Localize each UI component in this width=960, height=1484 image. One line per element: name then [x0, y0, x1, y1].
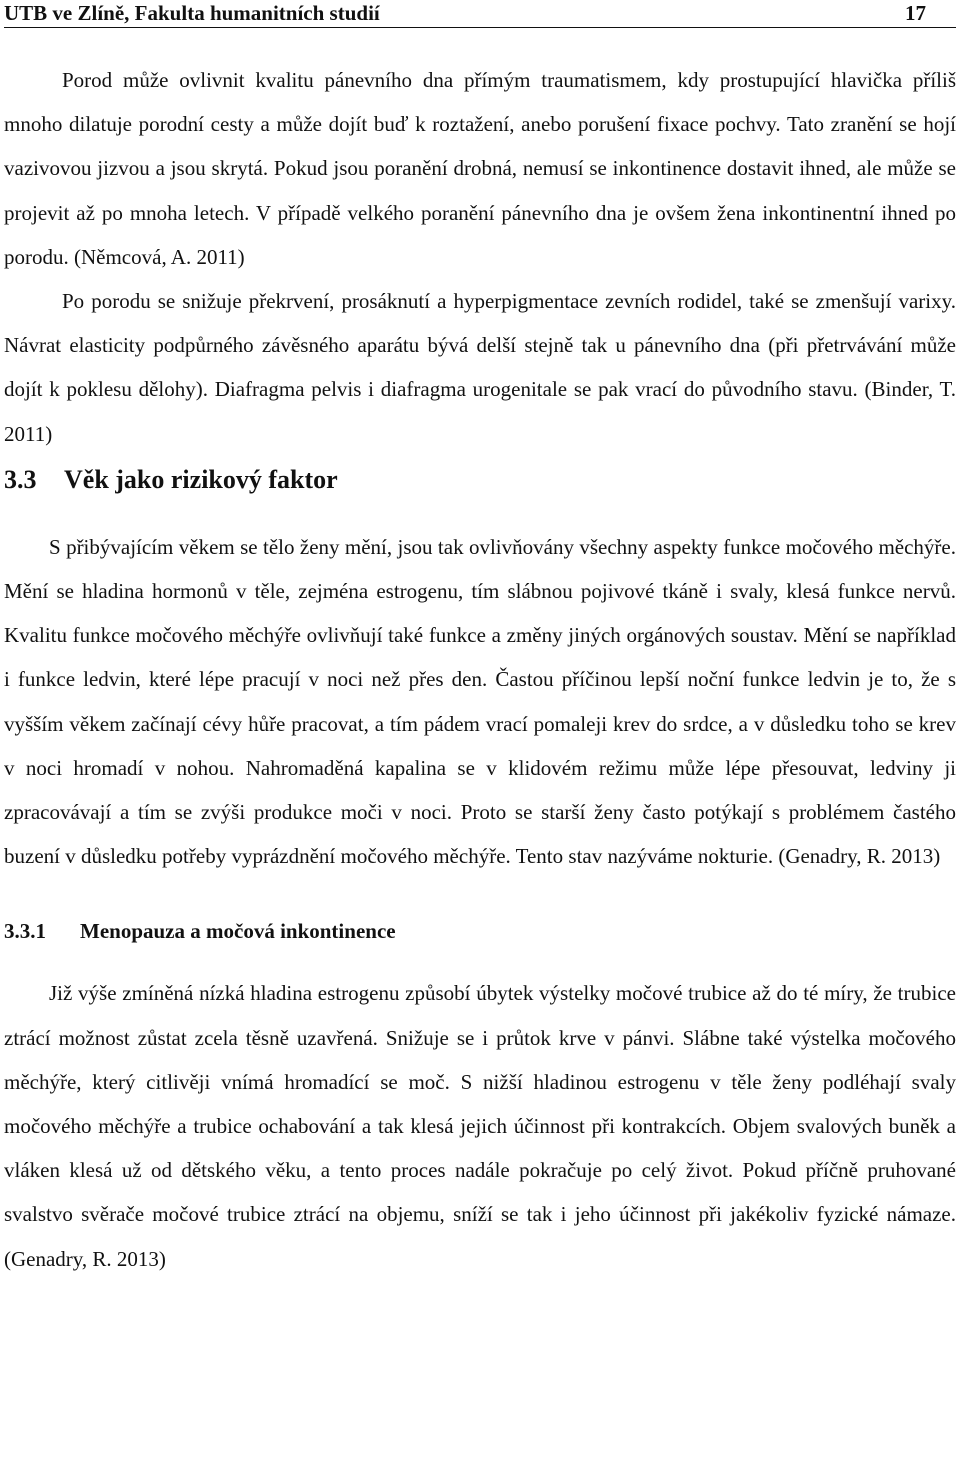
section-title: Věk jako rizikový faktor — [64, 464, 338, 494]
page-content — [4, 58, 956, 1281]
paragraph-age-risk: S přibývajícím věkem se tělo ženy mění, jsou tak ovlivňovány všechny aspekty funkce močového měchýře. Mění se hladina hormonů v těle, zejména estrogenu, tím slábnou pojivové tkáně i svaly, klesá funkce nervů. Kvalitu funkce močového měchýře ovlivňují také funkce a změny jiných orgánových soustav. Mění se například i funkce ledvin, které lépe pracují v noci než přes den. Častou příčinou lepší noční funkce ledvin je to, že s vyšším věkem začínají cévy hůře pracovat, a tím pádem vrací pomaleji krev do srdce, a v důsledku toho se krev v noci hromadí v nohou. Nahromaděná kapalina se v klidovém režimu může lépe přesouvat, ledviny ji zpracovávají a tím se zvýši produkce moči v noci. Proto se starší ženy často potýkají s problémem častého buzení v důsledku potřeby vyprázdnění močového měchýře. Tento stav nazýváme nokturie. (Genadry, R. 2013) — [4, 534, 956, 869]
subsection-number: 3.3.1 — [4, 919, 46, 944]
section-number: 3.3 — [4, 464, 37, 494]
header-title: UTB ve Zlíně, Fakulta humanitních studií — [4, 1, 380, 25]
subsection-heading — [4, 916, 956, 946]
paragraph-postpartum: Po porodu se snižuje překrvení, prosáknutí a hyperpigmentace zevních rodidel, také se zmenšují varixy. Návrat elasticity podpůrného závěsného aparátu bývá delší stejně tak u pánevního dna (při přetrvávání může dojít k poklesu dělohy). Diafragma pelvis i diafragma urogenitale se pak vrací do původního stavu. (Binder, T. 2011) — [4, 289, 956, 446]
subsection-title: Menopauza a močová inkontinence — [80, 919, 396, 944]
page-header — [4, 0, 956, 28]
document-page — [4, 0, 956, 1271]
section-heading — [4, 463, 956, 497]
page-number: 17 — [905, 1, 926, 25]
paragraph-menopause: Již výše zmíněná nízká hladina estrogenu způsobí úbytek výstelky močové trubice až do té míry, že trubice ztrácí možnost zůstat zcela těsně uzavřená. Snižuje se i průtok krve v pánvi. Slábne také výstelka močového měchýře, který citlivěji vnímá hromadící se moč. S nižší hladinou estrogenu v těle ženy podléhají svaly močového měchýře a trubice ochabování a tak klesá jejich účinnost při kontrakcích. Objem svalových buněk a vláken klesá už od dětského věku, a tento proces nadále pokračuje po celý život. Pokud příčně pruhované svalstvo svěrače močové trubice ztrácí na objemu, sníží se tak i jeho účinnost při jakékoliv fyzické námaze. (Genadry, R. 2013) — [4, 981, 956, 1271]
paragraph-childbirth-trauma: Porod může ovlivnit kvalitu pánevního dna přímým traumatismem, kdy prostupující hlavička příliš mnoho dilatuje porodní cesty a může dojít buď k roztažení, anebo porušení fixace pochvy. Tato zranění se hojí vazivovou jizvou a jsou skrytá. Pokud jsou poranění drobná, nemusí se inkontinence dostavit ihned, ale může se projevit až po mnoha letech. V případě velkého poranění pánevního dna je ovšem žena inkontinentní ihned po porodu. (Němcová, A. 2011) — [4, 68, 956, 269]
